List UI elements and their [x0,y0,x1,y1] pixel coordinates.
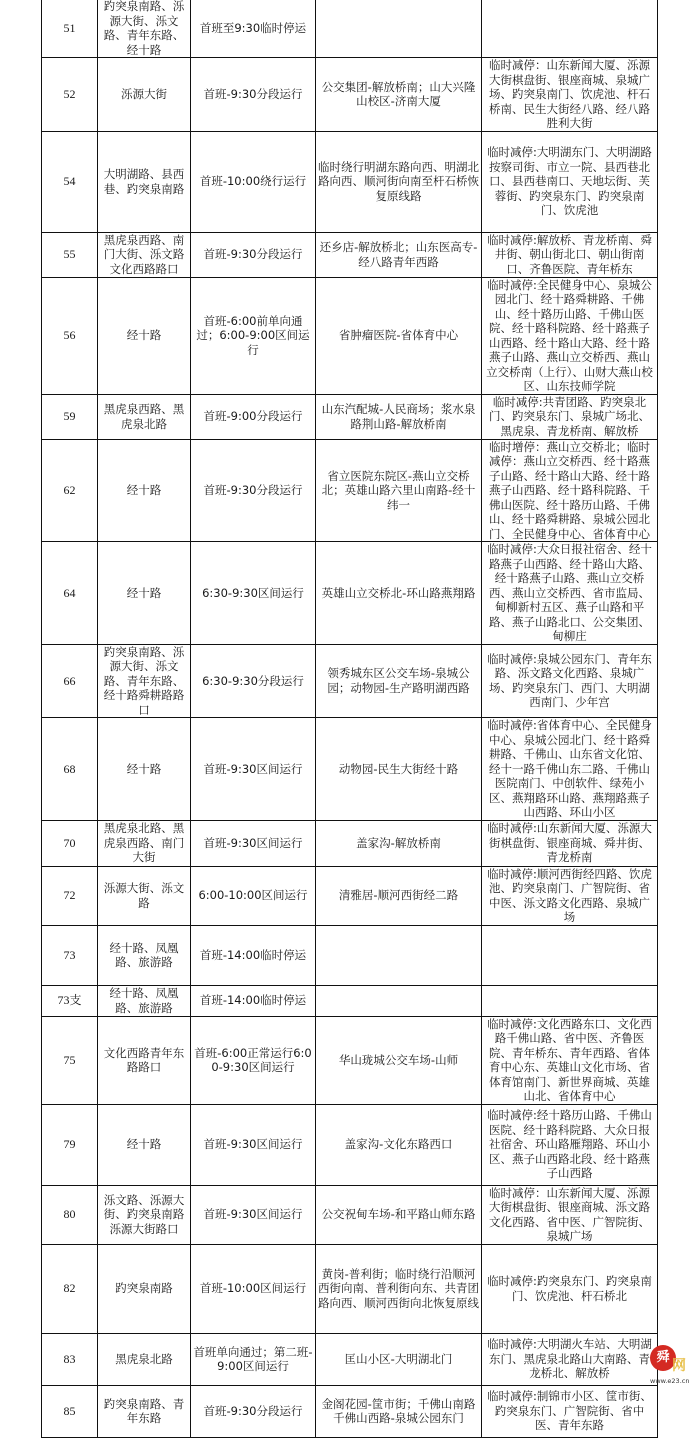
route-number-cell [42,925,98,985]
stop-changes-cell [482,644,658,718]
route-number-text: 64 [63,585,76,600]
affected-road-text: 泺文路、泺源大街、趵突泉南路泺源大街路口 [103,1192,185,1236]
affected-road-text: 文化西路青年东路路口 [103,1045,185,1074]
affected-road-text: 趵突泉南路、泺源大街、泺文路、青年东路、经十路 [103,0,185,57]
affected-road-cell [98,1244,191,1333]
affected-road-cell [98,439,191,542]
route-number-text: 56 [63,328,76,343]
affected-road-cell [98,277,191,394]
stop-changes-cell [482,925,658,985]
table-row [42,1104,658,1185]
operating-segment-text: 省立医院东院区-燕山立交桥北；英雄山路六里山南路-经十纬一 [321,468,476,512]
route-number-text: 85 [63,1403,76,1418]
operating-segment-text: 省肿瘤医院-省体育中心 [338,328,459,343]
adjustment-time-cell [191,58,316,132]
adjustment-time-cell [191,1244,316,1333]
stop-changes-cell [482,1016,658,1104]
affected-road-cell [98,985,191,1016]
stop-changes-text: 临时减停：山东新闻大厦、泺源大街棋盘街、银座商城、泉城广场、趵突泉南门、饮虎池、杆石桥南、民生大街经八路、经八路胜利大街 [489,58,650,130]
adjustment-time-cell [191,1016,316,1104]
stop-changes-text: 临时减停：山东新闻大厦、泺源大街棋盘街、银座商城、泺文路文化西路、省中医、广智院街、泉城广场 [489,1185,650,1243]
route-number-cell [42,439,98,542]
stop-changes-text: 临时减停:顺河西街经四路、饮虎池、趵突泉南门、广智院街、省中医、泺文路文化西路、泉城广场 [487,866,652,924]
route-number-cell [42,644,98,718]
route-number-cell [42,1016,98,1104]
adjustment-time-text: 首班-6:00前单向通过；6:00-9:00区间运行 [196,313,310,357]
affected-road-text: 趵突泉南路 [115,1281,173,1296]
route-number-cell [42,1104,98,1185]
operating-segment-text: 临时绕行明湖东路向西、明湖北路向西、顺河街向南至杆石桥恢复原线路 [318,159,479,203]
affected-road-text: 经十路 [126,328,162,343]
affected-road-cell [98,1333,191,1385]
operating-segment-cell [316,925,482,985]
route-number-text: 54 [63,174,76,189]
route-number-text: 75 [63,1052,76,1067]
stop-changes-text: 临时减停:解放桥、青龙桥南、舜井街、朝山街北口、朝山街南口、齐鲁医院、青年桥东 [487,232,652,276]
adjustment-time-text: 首班-6:00正常运行6:00-9:30区间运行 [194,1045,312,1074]
stop-changes-text: 临时减停:共青团路、趵突泉北门、趵突泉东门、泉城广场北、黑虎泉、青龙桥南、解放桥 [489,394,650,438]
operating-segment-text: 盖家沟-文化东路西口 [344,1137,453,1152]
stop-changes-text: 临时减停:经十路历山路、千佛山医院、经十路科院路、大众日报社宿舍、环山路雁翔路、环山小区、燕子山西路北段、经十路燕子山西路 [487,1108,652,1181]
table-body [42,0,658,1437]
affected-road-text: 经十路 [126,1137,162,1152]
stop-changes-cell [482,1104,658,1185]
adjustment-time-text: 首班-14:00临时停运 [199,947,307,962]
affected-road-text: 泺源大街 [121,87,167,101]
route-number-cell [42,985,98,1016]
affected-road-cell [98,1016,191,1104]
affected-road-text: 趵突泉南路、青年东路 [103,1396,185,1425]
table-row [42,866,658,925]
affected-road-text: 黑虎泉西路、南门大街、泺文路文化西路路口 [103,232,185,276]
stop-changes-cell [482,58,658,132]
table-row [42,131,658,232]
adjustment-time-text: 首班-9:00分段运行 [203,409,303,424]
affected-road-cell [98,644,191,718]
adjustment-time-cell [191,1333,316,1385]
adjustment-time-text: 6:30-9:30分段运行 [202,673,304,688]
route-number-text: 82 [63,1281,76,1296]
seal-logo-icon: 舜 [650,1345,676,1371]
affected-road-cell [98,542,191,645]
table-row [42,985,658,1016]
route-number-text: 73支 [57,993,82,1008]
route-number-cell [42,1244,98,1333]
route-number-text: 79 [63,1137,76,1152]
adjustment-time-cell [191,277,316,394]
stop-changes-cell [482,1333,658,1385]
adjustment-time-text: 首班-9:30区间运行 [203,1207,303,1222]
route-number-cell [42,277,98,394]
stop-changes-cell [482,232,658,277]
stop-changes-cell [482,866,658,925]
affected-road-text: 大明湖路、县西巷、趵突泉南路 [103,167,185,196]
operating-segment-cell [316,439,482,542]
route-number-cell [42,131,98,232]
route-number-cell [42,58,98,132]
adjustment-time-text: 6:00-10:00区间运行 [198,888,308,903]
affected-road-text: 经十路 [126,761,162,776]
stop-changes-text: 临时减停:制锦市小区、筐市街、趵突泉东门、广智院街、省中医、青年东路 [487,1389,652,1433]
operating-segment-cell [316,866,482,925]
operating-segment-text: 华山珑城公交车场-山师 [338,1052,459,1067]
route-number-text: 72 [63,888,76,903]
e23-watermark [650,1345,698,1391]
table-row [42,542,658,645]
table-row [42,0,658,58]
stop-changes-cell [482,1185,658,1244]
affected-road-text: 经十路、凤凰路、旅游路 [109,986,179,1015]
affected-road-cell [98,58,191,132]
adjustment-time-cell [191,644,316,718]
stop-changes-text: 临时减停:文化西路东口、文化西路千佛山路、省中医、齐鲁医院、青年桥东、青年西路、省体育中心东、英雄山文化市场、省体育馆南门、新世界商城、英雄山北、省体育中心 [487,1016,652,1103]
affected-road-cell [98,925,191,985]
table-row [42,718,658,821]
stop-changes-cell [482,0,658,58]
operating-segment-text: 黄岗-普利街；临时绕行沿顺河西街向南、普利街向东、共青团路向西、顺河西街向北恢复原线 [318,1266,479,1310]
operating-segment-text: 公交集团-解放桥南；山大兴隆山校区-济南大厦 [321,79,476,109]
operating-segment-text: 清雅居-顺河西街经二路 [338,888,459,903]
route-number-cell [42,0,98,58]
stop-changes-text: 临时减停:趵突泉东门、趵突泉南门、饮虎池、杆石桥北 [487,1274,652,1303]
stop-changes-text: 临时减停:全民健身中心、泉城公园北门、经十路舜耕路、千佛山、经十路历山路、千佛山医院、经十路科院路、经十路燕子山西路、经十路山大路、经十路燕子山路、燕山立交桥西、燕山立交桥南（上行）、山财大燕山校区、山东技师学院 [486,277,653,393]
stop-changes-cell [482,542,658,645]
operating-segment-text: 英雄山立交桥北-环山路燕翔路 [321,585,476,600]
stop-changes-cell [482,1244,658,1333]
affected-road-text: 趵突泉南路、泺源大街、泺文路、青年东路、经十路舜耕路路口 [103,644,185,717]
table-row [42,820,658,866]
operating-segment-cell [316,644,482,718]
adjustment-time-text: 首班-9:30区间运行 [203,835,303,850]
operating-segment-cell [316,394,482,439]
adjustment-time-text: 首班-9:30分段运行 [203,1403,303,1418]
stop-changes-text: 临时减停:大众日报社宿舍、经十路燕子山西路、经十路山大路、经十路燕子山路、燕山立交桥西、燕山立交桥西、省市监局、甸柳新村五区、燕子山路和平路、燕子山路北口、公交集团、甸柳庄 [487,542,652,643]
adjustment-time-text: 首班-14:00临时停运 [199,993,307,1008]
route-number-cell [42,1185,98,1244]
table-row [42,925,658,985]
route-number-cell [42,394,98,439]
table-row [42,1333,658,1385]
table-row [42,58,658,132]
adjustment-time-cell [191,718,316,821]
adjustment-time-text: 首班-9:30区间运行 [203,1137,303,1152]
route-number-text: 70 [63,835,76,850]
affected-road-cell [98,131,191,232]
route-number-text: 83 [63,1351,76,1366]
operating-segment-cell [316,0,482,58]
stop-changes-text: 临时减停:大明湖火车站、大明湖东门、黑虎泉北路山大南路、青龙桥北、解放桥 [487,1337,652,1381]
table-row [42,439,658,542]
route-number-cell [42,542,98,645]
route-number-text: 62 [63,483,76,497]
adjustment-time-cell [191,820,316,866]
affected-road-cell [98,232,191,277]
stop-changes-cell [482,277,658,394]
operating-segment-cell [316,718,482,821]
adjustment-time-cell [191,131,316,232]
route-number-text: 80 [63,1207,76,1222]
table-row [42,394,658,439]
adjustment-time-cell [191,394,316,439]
stop-changes-text: 临时减停:大明湖东门、大明湖路按察司街、市立一院、县西巷北口、县西巷南口、天地坛街、芙蓉街、趵突泉东门、趵突泉南门、饮虎池 [487,145,652,218]
route-adjustment-table [41,0,658,1438]
stop-changes-text: 临时增停：燕山立交桥北；临时减停：燕山立交桥西、经十路燕子山路、经十路山大路、经十路燕子山西路、经十路科院路、千佛山医院、经十路历山路、千佛山、经十路舜耕路、泉城公园北门、全民健身中心、省体育中心 [489,439,650,541]
affected-road-cell [98,718,191,821]
operating-segment-text: 金阁花园-筐市街；千佛山南路千佛山西路-泉城公园东门 [321,1396,476,1425]
affected-road-text: 黑虎泉西路、黑虎泉北路 [103,402,185,431]
affected-road-text: 黑虎泉北路 [115,1351,173,1366]
operating-segment-cell [316,1333,482,1385]
operating-segment-cell [316,1244,482,1333]
stop-changes-cell [482,820,658,866]
adjustment-time-text: 首班-9:30分段运行 [203,87,303,101]
net-logo-icon: 网 [672,1358,686,1374]
stop-changes-cell [482,439,658,542]
adjustment-time-text: 6:30-9:30区间运行 [202,585,304,600]
adjustment-time-cell [191,232,316,277]
affected-road-cell [98,820,191,866]
adjustment-time-text: 首班-9:30区间运行 [203,761,303,776]
adjustment-time-text: 首班-10:00绕行运行 [199,174,307,189]
table-row [42,232,658,277]
adjustment-time-text: 首班单向通过；第二班-9:00区间运行 [193,1344,313,1373]
affected-road-cell [98,394,191,439]
operating-segment-cell [316,58,482,132]
operating-segment-cell [316,1104,482,1185]
operating-segment-text: 动物园-民生大街经十路 [338,761,459,776]
route-number-text: 68 [63,761,76,776]
adjustment-time-text: 首班-9:30分段运行 [203,483,303,497]
table-row [42,277,658,394]
route-number-cell [42,232,98,277]
stop-changes-text: 临时减停:泉城公园东门、青年东路、泺文路文化西路、泉城广场、趵突泉东门、西门、大明湖西南门、少年宫 [487,651,652,710]
affected-road-text: 黑虎泉北路、黑虎泉西路、南门大街 [103,821,185,865]
affected-road-text: 经十路 [126,483,162,497]
adjustment-time-cell [191,985,316,1016]
adjustment-time-cell [191,866,316,925]
stop-changes-text: 临时减停:山东新闻大厦、泺源大街棋盘街、银座商城、舜井街、青龙桥南 [487,821,652,865]
route-number-text: 55 [63,247,76,262]
adjustment-time-cell [191,542,316,645]
route-number-text: 73 [63,947,76,962]
operating-segment-cell [316,131,482,232]
affected-road-text: 泺源大街、泺文路 [103,881,185,910]
affected-road-cell [98,0,191,58]
affected-road-cell [98,1104,191,1185]
operating-segment-cell [316,277,482,394]
adjustment-time-cell [191,439,316,542]
table-row [42,1185,658,1244]
adjustment-time-text: 首班至9:30临时停运 [199,20,307,35]
operating-segment-cell [316,1185,482,1244]
stop-changes-cell [482,985,658,1016]
affected-road-text: 经十路 [126,585,162,600]
route-number-text: 51 [63,20,76,35]
route-number-cell [42,718,98,821]
operating-segment-text: 还乡店-解放桥北；山东医高专-经八路青年西路 [319,240,478,269]
adjustment-time-text: 首班-9:30分段运行 [203,247,303,262]
stop-changes-cell [482,131,658,232]
operating-segment-text: 盖家沟-解放桥南 [356,835,441,850]
adjustment-time-cell [191,1185,316,1244]
adjustment-time-cell [191,0,316,58]
operating-segment-text: 山东汽配城-人民商场；浆水泉路荆山路-解放桥南 [321,402,476,431]
affected-road-cell [98,866,191,925]
operating-segment-text: 匡山小区-大明湖北门 [344,1351,453,1366]
affected-road-cell [98,1185,191,1244]
route-number-text: 66 [63,673,76,688]
adjustment-time-text: 首班-10:00区间运行 [199,1281,307,1296]
operating-segment-cell [316,820,482,866]
operating-segment-cell [316,542,482,645]
adjustment-time-cell [191,925,316,985]
operating-segment-text: 领秀城东区公交车场-泉城公园；动物园-生产路明湖西路 [327,666,470,695]
operating-segment-cell [316,985,482,1016]
route-number-cell [42,866,98,925]
route-number-text: 52 [63,87,76,101]
table-row [42,1016,658,1104]
operating-segment-cell [316,232,482,277]
stop-changes-cell [482,394,658,439]
adjustment-time-cell [191,1104,316,1185]
affected-road-text: 经十路、凤凰路、旅游路 [109,940,179,969]
operating-segment-text: 公交祝甸车场-和平路山师东路 [321,1207,476,1222]
table-row [42,644,658,718]
route-number-cell [42,1333,98,1385]
operating-segment-cell [316,1016,482,1104]
route-number-text: 59 [63,409,76,424]
table-row [42,1244,658,1333]
watermark-url: www.e23.cn [650,1377,690,1385]
stop-changes-text: 临时减停:省体育中心、全民健身中心、泉城公园北门、经十路舜耕路、千佛山、山东省文化馆、经十一路千佛山东二路、千佛山医院南门、中创软件、绿苑小区、燕翔路环山路、燕翔路燕子山西路、环山小区 [487,718,652,819]
bus-route-adjustment-table-page [41,0,657,1438]
route-number-cell [42,820,98,866]
stop-changes-cell [482,718,658,821]
